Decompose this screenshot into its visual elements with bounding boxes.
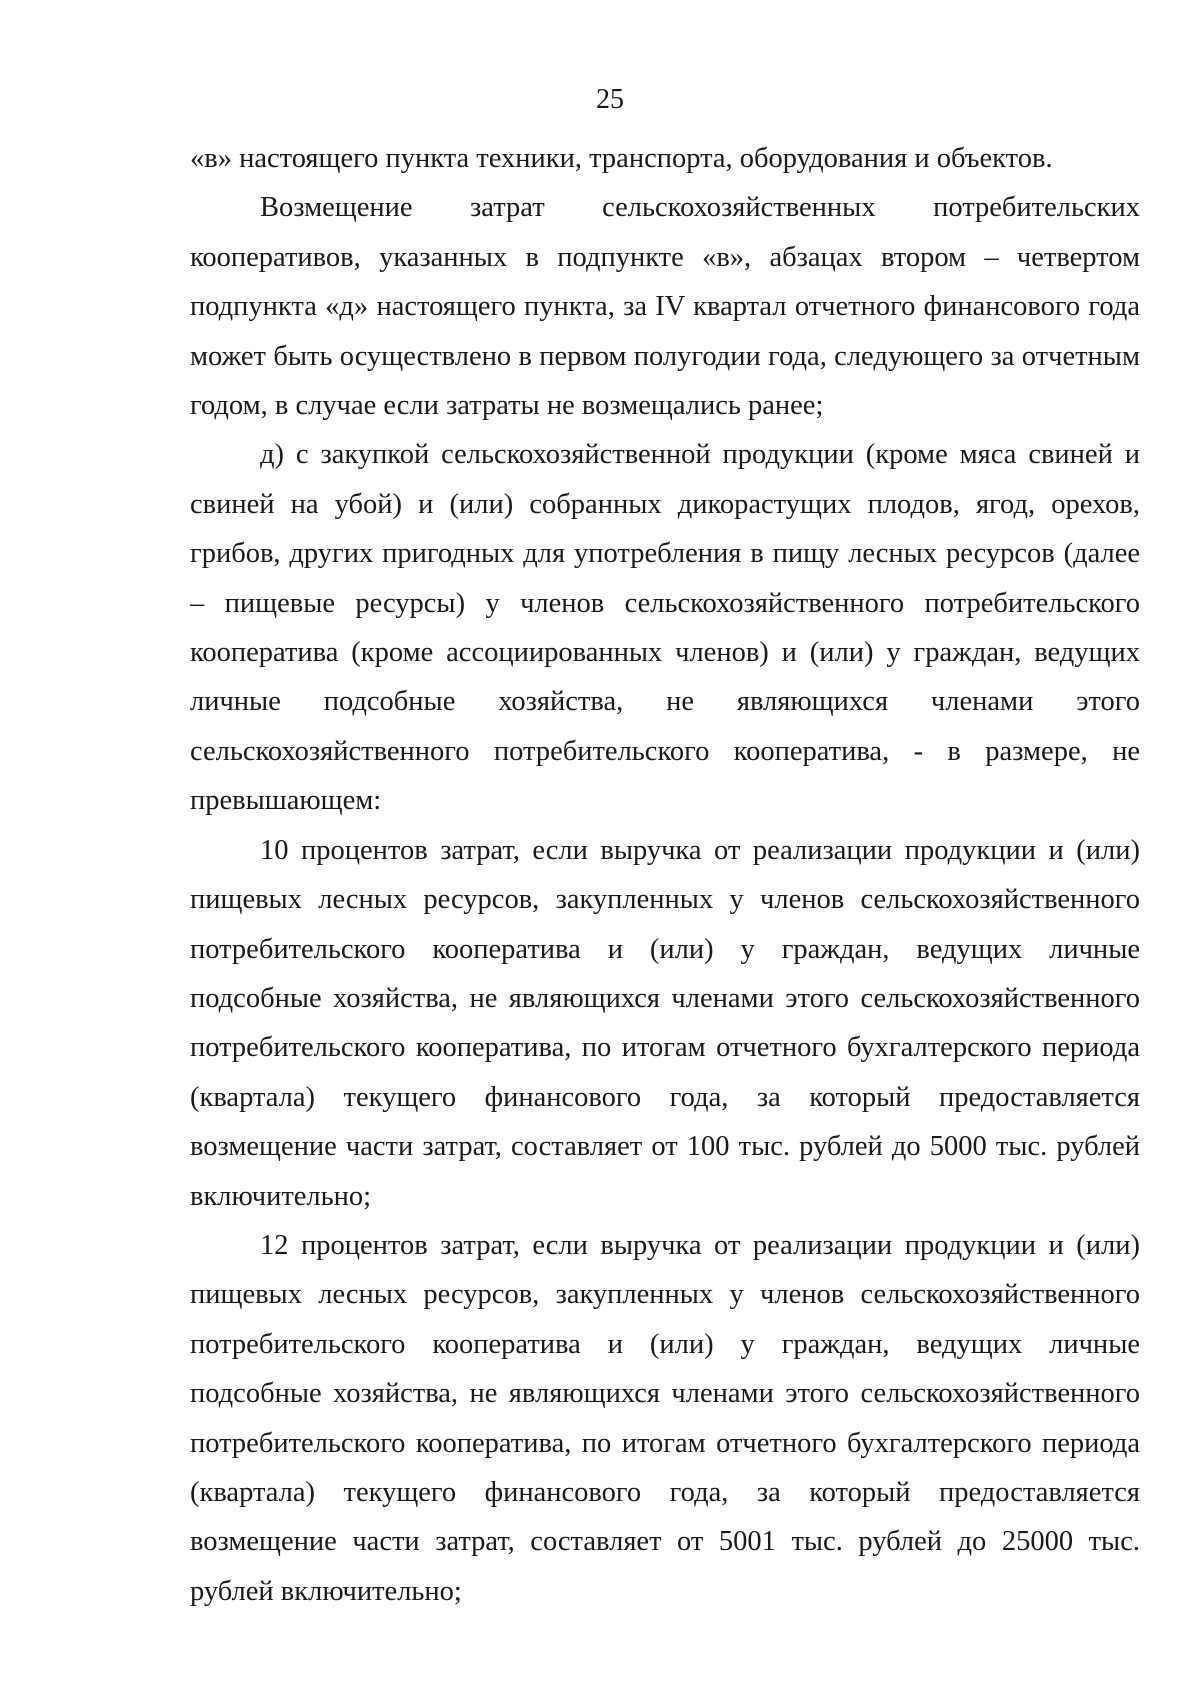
paragraph-reimbursement-q4: Возмещение затрат сельскохозяйственных потребительских кооперативов, указанных в подпункте «в», абзацах втором – четвертом подпункта «д» настоящего пункта, за IV квартал отчетного финансового года может быть осуществлено в первом полугодии года, следующего за отчетным годом, в случае если затраты не возмещались ранее;: [190, 192, 1140, 422]
page-number: 25: [596, 84, 624, 115]
paragraph-10-percent: 10 процентов затрат, если выручка от реализации продукции и (или) пищевых лесных ресурсов, закупленных у членов сельскохозяйственного потребительского кооператива и (или) у граждан, ведущих личные подсобные хозяйства, не являющихся членами этого сельскохозяйственного потребительского кооператива, по итогам отчетного бухгалтерского периода (квартала) текущего финансового года, за который предоставляется возмещение части затрат, составляет от 100 тыс. рублей до 5000 тыс. рублей включительно;: [190, 834, 1140, 1212]
paragraph-12-percent: 12 процентов затрат, если выручка от реализации продукции и (или) пищевых лесных ресурсов, закупленных у членов сельскохозяйственного потребительского кооператива и (или) у граждан, ведущих личные подсобные хозяйства, не являющихся членами этого сельскохозяйственного потребительского кооператива, по итогам отчетного бухгалтерского периода (квартала) текущего финансового года, за который предоставляется возмещение части затрат, составляет от 5001 тыс. рублей до 25000 тыс. рублей включительно;: [190, 1229, 1140, 1607]
paragraph-subitem-d: д) с закупкой сельскохозяйственной продукции (кроме мяса свиней и свиней на убой) и (или) собранных дикорастущих плодов, ягод, орехов, грибов, других пригодных для употребления в пищу лесных ресурсов (далее – пищевые ресурсы) у членов сельскохозяйственного потребительского кооператива (кроме ассоциированных членов) и (или) у граждан, ведущих личные подсобные хозяйства, не являющихся членами этого сельскохозяйственного потребительского кооператива, - в размере, не превышающем:: [190, 439, 1140, 817]
paragraph-continuation: «в» настоящего пункта техники, транспорта, оборудования и объектов.: [190, 143, 1053, 174]
document-body: [190, 134, 1140, 1616]
